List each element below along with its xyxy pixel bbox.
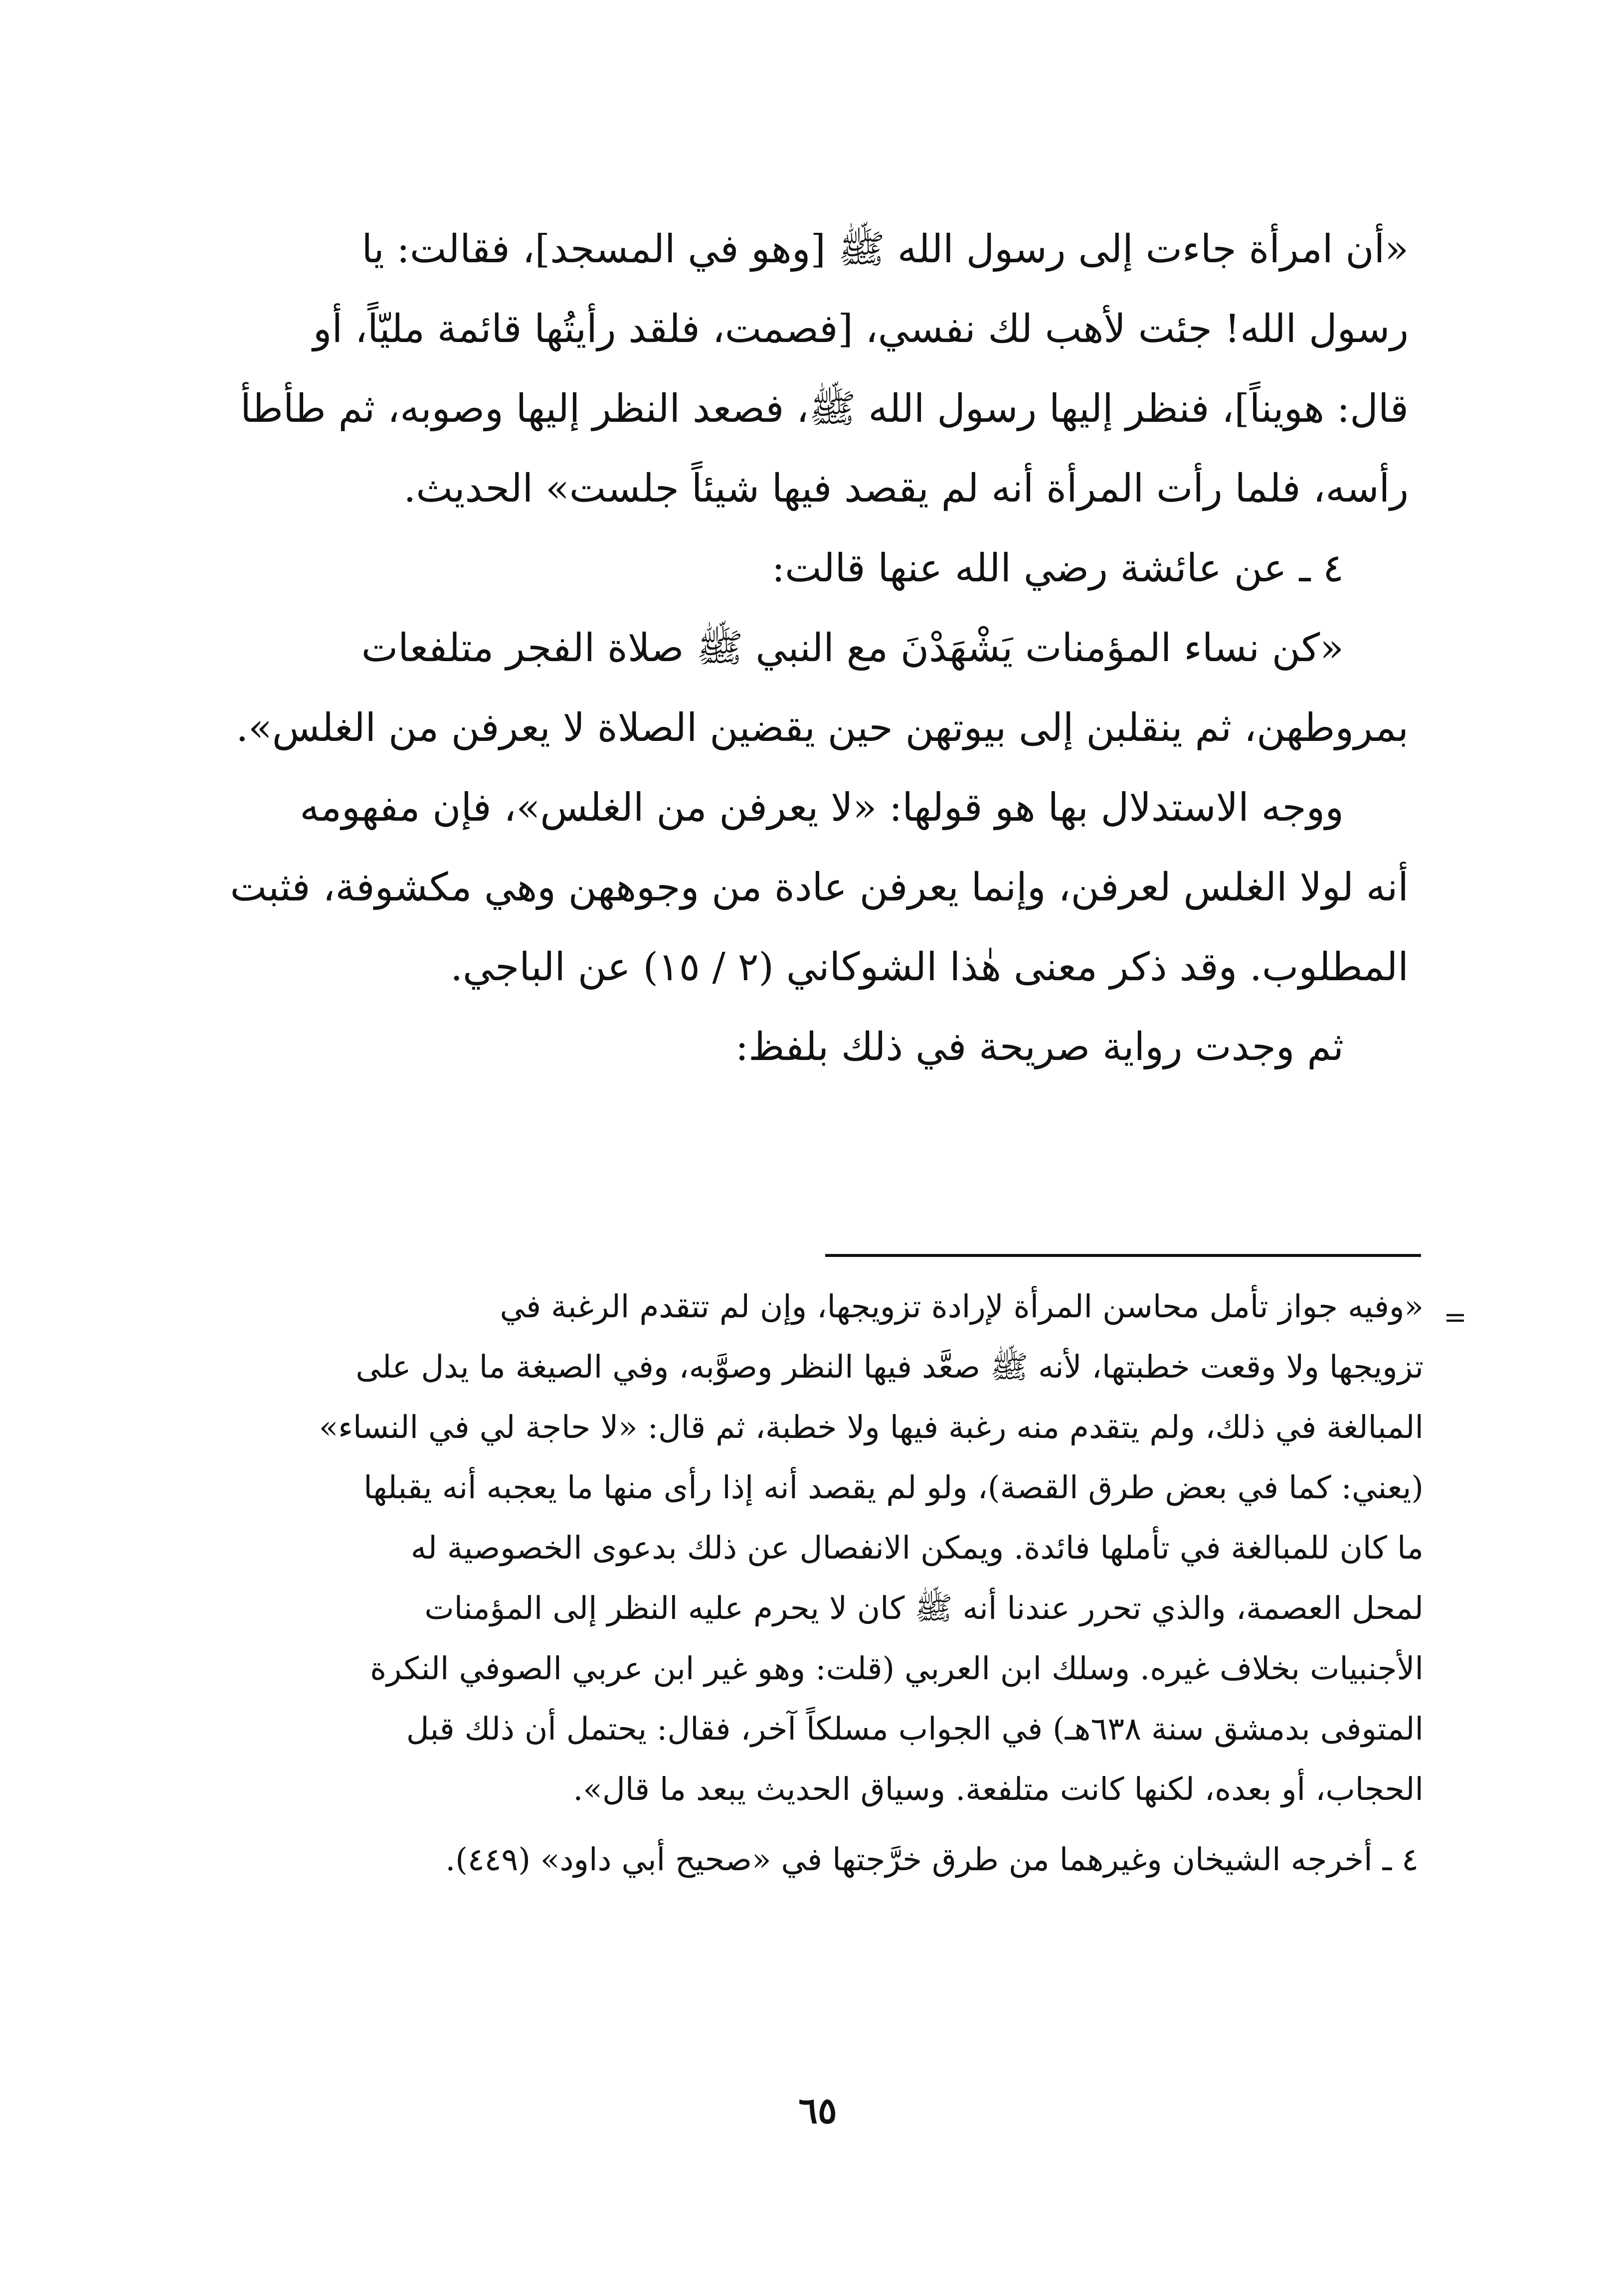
main-line-11: ثم وجدت رواية صريحة في ذلك بلفظ: [735, 1025, 1344, 1069]
footnote-block [227, 1276, 1424, 1890]
main-line-6: «كن نساء المؤمنات يَشْهَدْنَ مع النبي ﷺ صلاة الفجر متلفعات [361, 626, 1344, 671]
main-line-2: رسول الله! جئت لأهب لك نفسي، [فصمت، فلقد رأيتُها قائمة مليّاً، أو [313, 307, 1409, 352]
footnote-continuation-marker: = [1443, 1301, 1467, 1334]
footnote-line-9: الحجاب، أو بعده، لكنها كانت متلفعة. وسياق الحديث يبعد ما قال». [573, 1771, 1424, 1807]
footnote-line-10: ٤ ـ أخرجه الشيخان وغيرهما من طرق خرَّجتها في «صحيح أبي داود» (٤٤٩). [445, 1841, 1419, 1878]
main-line-7: بمروطهن، ثم ينقلبن إلى بيوتهن حين يقضين الصلاة لا يعرفن من الغلس». [236, 706, 1409, 750]
footnote-line-8: المتوفى بدمشق سنة ٦٣٨هـ) في الجواب مسلكاً آخر، فقال: يحتمل أن ذلك قبل [406, 1711, 1424, 1747]
main-line-10: المطلوب. وقد ذكر معنى هٰذا الشوكاني (٢ / ١٥) عن الباجي. [450, 945, 1409, 990]
main-line-8: ووجه الاستدلال بها هو قولها: «لا يعرفن من الغلس»، فإن مفهومه [300, 785, 1344, 830]
main-line-9: أنه لولا الغلس لعرفن، وإنما يعرفن عادة من وجوههن وهي مكشوفة، فثبت [230, 865, 1409, 910]
footnote-line-2: تزويجها ولا وقعت خطبتها، لأنه ﷺ صعَّد فيها النظر وصوَّبه، وفي الصيغة ما يدل على [356, 1349, 1424, 1385]
main-text-block [227, 209, 1409, 1087]
footnote-line-1: «وفيه جواز تأمل محاسن المرأة لإرادة تزويجها، وإن لم تتقدم الرغبة في [500, 1288, 1424, 1325]
page-number: ٦٥ [798, 2089, 837, 2131]
main-line-5: ٤ ـ عن عائشة رضي الله عنها قالت: [771, 546, 1344, 591]
footnote-line-3: المبالغة في ذلك، ولم يتقدم منه رغبة فيها ولا خطبة، ثم قال: «لا حاجة لي في النساء» [319, 1409, 1424, 1445]
main-line-3: قال: هويناً]، فنظر إليها رسول الله ﷺ، فصعد النظر إليها وصوبه، ثم طأطأ [240, 386, 1409, 431]
footnote-separator [825, 1254, 1421, 1257]
main-line-4: رأسه، فلما رأت المرأة أنه لم يقصد فيها شيئاً جلست» الحديث. [403, 466, 1409, 511]
footnote-line-5: ما كان للمبالغة في تأملها فائدة. ويمكن الانفصال عن ذلك بدعوى الخصوصية له [410, 1530, 1424, 1566]
footnote-line-4: (يعني: كما في بعض طرق القصة)، ولو لم يقصد أنه إذا رأى منها ما يعجبه أنه يقبلها [363, 1469, 1424, 1506]
footnote-line-6: لمحل العصمة، والذي تحرر عندنا أنه ﷺ كان لا يحرم عليه النظر إلى المؤمنات [424, 1590, 1424, 1626]
footnote-line-7: الأجنبيات بخلاف غيره. وسلك ابن العربي (قلت: وهو غير ابن عربي الصوفي النكرة [370, 1650, 1424, 1687]
main-line-1: «أن امرأة جاءت إلى رسول الله ﷺ [وهو في المسجد]، فقالت: يا [361, 227, 1409, 272]
